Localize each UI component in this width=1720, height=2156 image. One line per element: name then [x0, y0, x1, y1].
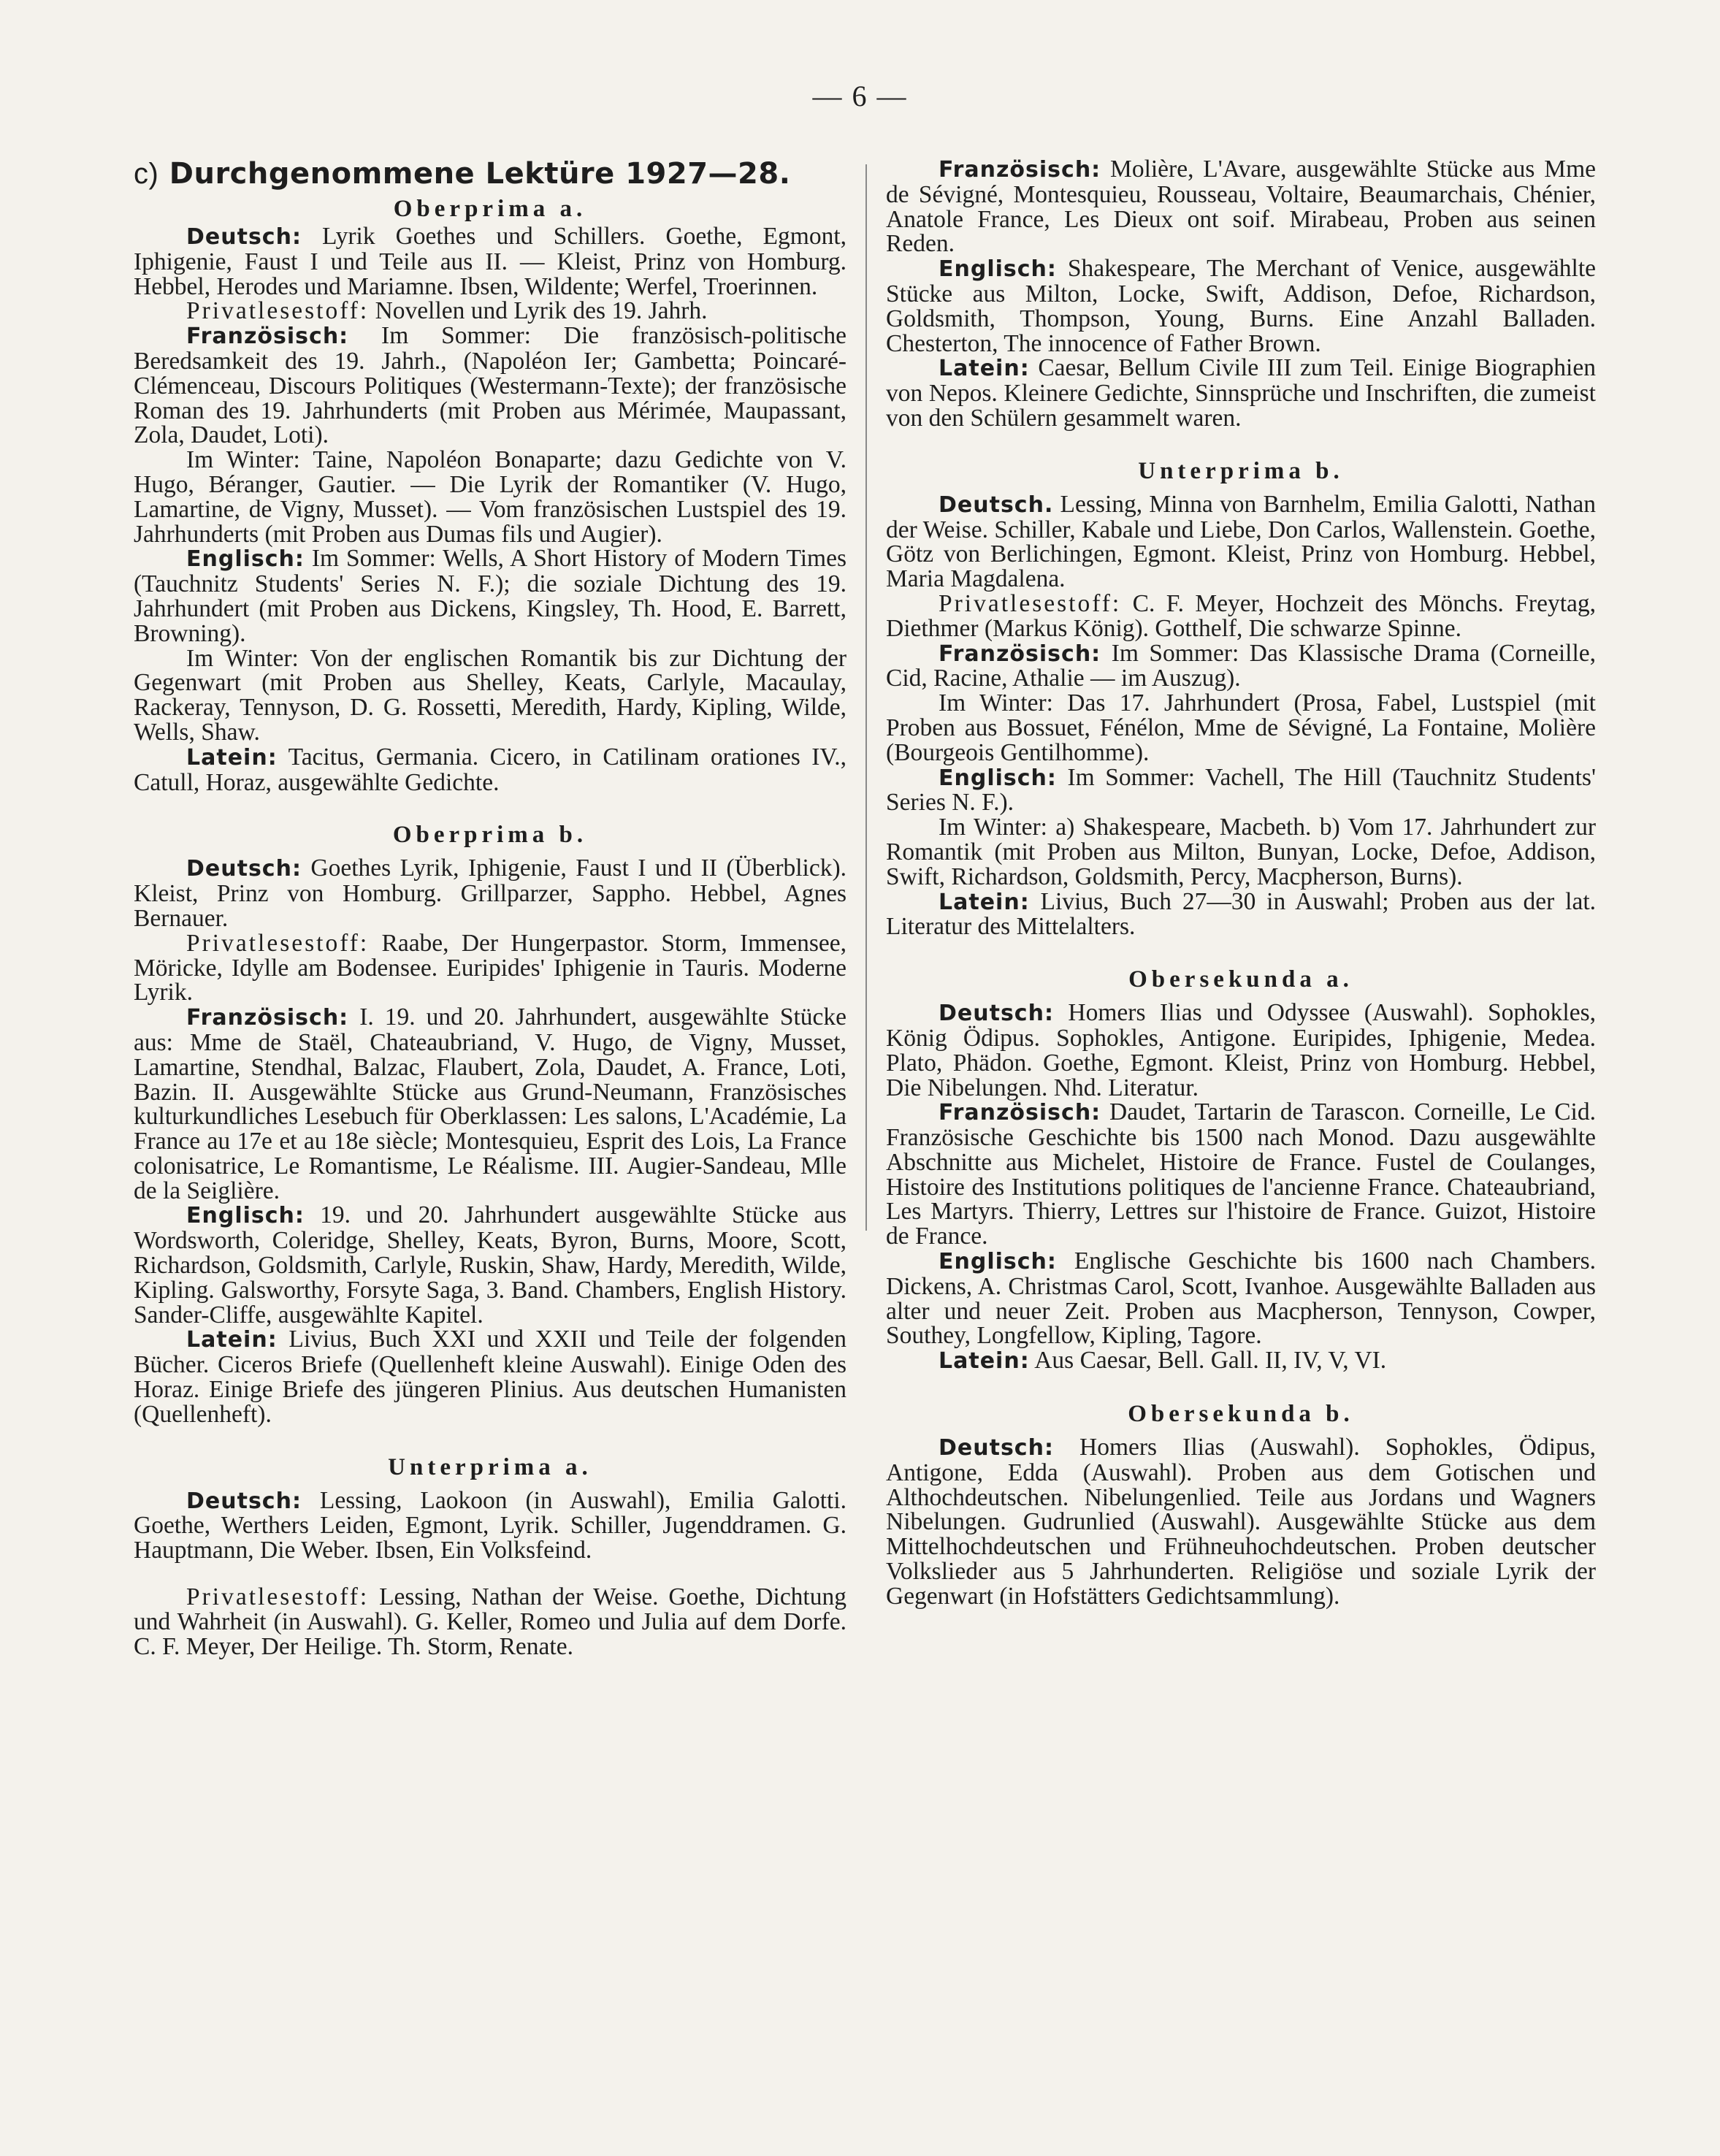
heading-obersekunda-a: Obersekunda a.: [1128, 966, 1353, 993]
op-a-engl-winter: Im Winter: Von der englischen Romantik bis zur Dichtung der Gegenwart (mit Proben aus Shelley, Keats, Carlyle, Macaulay, Rackeray, Tennyson, D. G. Rossetti, Meredith, Hardy, Kipling, Wilde, Wells, Shaw.: [134, 644, 846, 746]
subject-label: Englisch:: [186, 546, 305, 573]
heading-obersekunda-b: Obersekunda b.: [1128, 1401, 1354, 1428]
subject-label: Französisch:: [939, 157, 1101, 183]
left-column: [134, 157, 846, 1659]
subject-text: Daudet, Tartarin de Tarascon. Corneille, Le Cid. Französische Geschichte bis 1500 nach Monod. Dazu ausgewählte Abschnitte aus Michelet, Histoire de France. Fustel de Coulanges, Histoire des Institutions politiques de l'ancienne France. Chateaubriand, Les Martyrs. Thierry, Lettres sur l'histoire de France. Guizot, Histoire de France.: [886, 1098, 1596, 1250]
privat-text: C. F. Meyer, Hochzeit des Mönchs. Freytag, Diethmer (Markus König). Gotthelf, Die schwarze Spinne.: [886, 589, 1596, 642]
subject-text: Aus Caesar, Bell. Gall. II, IV, V, VI.: [1029, 1347, 1387, 1375]
section-prefix: c): [134, 158, 159, 190]
subject-label: Französisch:: [939, 1100, 1101, 1126]
up-b-privat: [886, 589, 1596, 642]
section-title-text: Durchgenommene Lektüre 1927—28.: [169, 157, 791, 191]
subject-text: Molière, L'Avare, ausgewählte Stücke aus Mme de Sévigné, Montesquieu, Rousseau, Voltaire, Beaumarchais, Chénier, Anatole France, Les Dieux ont soif. Mirabeau, Proben aus seinen Reden.: [886, 156, 1596, 258]
os-b-deutsch: [886, 1435, 1596, 1609]
subject-label: Englisch:: [939, 256, 1057, 283]
op-a-engl: [134, 546, 846, 646]
privat-text: Novellen und Lyrik des 19. Jahrh.: [369, 297, 708, 325]
page-number: — 6 —: [812, 80, 908, 112]
subject-text: Im Sommer: Wells, A Short History of Modern Times (Tauchnitz Students' Series N. F.); die soziale Dichtung des 19. Jahrhundert (mit Proben aus Dickens, Kingsley, Th. Hood, E. Barrett, Browning).: [134, 545, 846, 647]
subject-label: Deutsch.: [939, 492, 1054, 518]
subject-text: Livius, Buch 27—30 in Auswahl; Proben aus der lat. Literatur des Mittelalters.: [886, 887, 1596, 941]
privat-label: Privatlesestoff:: [186, 929, 370, 957]
op-a-latein: [134, 745, 846, 795]
up-a-privat: [134, 1585, 846, 1659]
up-b-deutsch: [886, 492, 1596, 592]
subject-text: Lyrik Goethes und Schillers. Goethe, Egmont, Iphigenie, Faust I und Teile aus II. — Kleist, Prinz von Homburg. Hebbel, Herodes und Mariamne. Ibsen, Wildente; Werfel, Troerinnen.: [134, 223, 846, 300]
op-b-engl: [134, 1203, 846, 1327]
subject-label: Englisch:: [186, 1203, 305, 1229]
subject-text: Livius, Buch XXI und XXII und Teile der folgenden Bücher. Ciceros Briefe (Quellenheft kleine Auswahl). Einige Oden des Horaz. Einige Briefe des jüngeren Plinius. Aus deutschen Humanisten (Quellenheft).: [134, 1326, 846, 1428]
op-a-franz: [134, 324, 846, 448]
subject-text: Goethes Lyrik, Iphigenie, Faust I und II (Überblick). Kleist, Prinz von Homburg. Grillparzer, Sappho. Hebbel, Agnes Bernauer.: [134, 855, 846, 932]
op-a-privat: [134, 299, 846, 324]
subject-text: Shakespeare, The Merchant of Venice, ausgewählte Stücke aus Milton, Locke, Swift, Addison, Defoe, Richardson, Goldsmith, Thompson, Young, Burns. Eine Anzahl Balladen. Chesterton, The innocence of Father Brown.: [886, 255, 1596, 357]
subject-label: Französisch:: [186, 1005, 349, 1031]
subject-label: Englisch:: [939, 765, 1057, 791]
heading-unterprima-b: Unterprima b.: [1138, 457, 1344, 484]
subject-label: Englisch:: [939, 1249, 1057, 1275]
up-b-engl: [886, 765, 1596, 816]
heading-oberprima-b: Oberprima b.: [392, 822, 588, 849]
privat-label: Privatlesestoff:: [186, 1583, 370, 1611]
subject-label: Deutsch:: [939, 1001, 1054, 1027]
up-b-franz-winter: Im Winter: Das 17. Jahrhundert (Prosa, Fabel, Lustspiel (mit Proben aus Bossuet, Fénélon, Mme de Sévigné, La Fontaine, Molière (Bourgeois Gentilhomme).: [886, 689, 1596, 766]
subject-text: Im Sommer: Vachell, The Hill (Tauchnitz Students' Series N. F.).: [886, 763, 1596, 817]
column-divider: [865, 164, 867, 1231]
up-b-franz: [886, 641, 1596, 692]
privat-text: Lessing, Nathan der Weise. Goethe, Dichtung und Wahrheit (in Auswahl). G. Keller, Romeo und Julia auf dem Dorfe. C. F. Meyer, Der Heilige. Th. Storm, Renate.: [134, 1583, 846, 1660]
op-a-cont-engl: [886, 256, 1596, 356]
op-b-privat: [134, 931, 846, 1005]
os-a-deutsch: [886, 1001, 1596, 1100]
op-a-cont-latein: [886, 356, 1596, 430]
os-a-franz: [886, 1100, 1596, 1249]
subject-label: Latein:: [186, 744, 278, 771]
subject-label: Französisch:: [939, 641, 1101, 667]
right-column: [886, 157, 1596, 1609]
op-a-deutsch: [134, 224, 846, 299]
subject-label: Latein:: [939, 356, 1030, 382]
subject-text: Homers Ilias und Odyssee (Auswahl). Sophokles, König Ödipus. Sophokles, Antigone. Euripides, Iphigenie, Medea. Plato, Phädon. Goethe, Egmont. Kleist, Prinz von Homburg. Hebbel, Die Nibelungen. Nhd. Literatur.: [886, 999, 1596, 1101]
section-title: [134, 157, 846, 191]
heading-oberprima-a: Oberprima a.: [393, 196, 587, 222]
subject-text: 19. und 20. Jahrhundert ausgewählte Stücke aus Wordsworth, Coleridge, Shelley, Keats, Byron, Burns, Moore, Scott, Richardson, Goldsmith, Carlyle, Ruskin, Shaw, Hardy, Meredith, Wilde, Kipling. Galsworthy, Forsyte Saga, 3. Band. Chambers, English History. Sander-Cliffe, ausgewählte Kapitel.: [134, 1201, 846, 1329]
op-b-latein: [134, 1327, 846, 1426]
os-a-engl: [886, 1249, 1596, 1348]
subject-text: Caesar, Bellum Civile III zum Teil. Einige Biographien von Nepos. Kleinere Gedichte, Sinnsprüche und Inschriften, die zumeist von den Schülern gesammelt waren.: [886, 354, 1596, 432]
subject-label: Latein:: [939, 889, 1030, 915]
op-a-cont-franz: [886, 157, 1596, 256]
subject-text: Im Sommer: Das Klassische Drama (Corneille, Cid, Racine, Athalie — im Auszug).: [886, 639, 1596, 692]
subject-label: Deutsch:: [186, 224, 302, 250]
subject-text: Lessing, Minna von Barnhelm, Emilia Galotti, Nathan der Weise. Schiller, Kabale und Liebe, Don Carlos, Wallenstein. Goethe, Götz von Berlichingen, Egmont. Kleist, Prinz von Homburg. Hebbel, Maria Magdalena.: [886, 490, 1596, 593]
subject-text: Tacitus, Germania. Cicero, in Catilinam orationes IV., Catull, Horaz, ausgewählte Gedichte.: [134, 743, 846, 796]
subject-label: Latein:: [186, 1327, 278, 1353]
privat-text: Raabe, Der Hungerpastor. Storm, Immensee, Möricke, Idylle am Bodensee. Euripides' Iphigenie in Tauris. Moderne Lyrik.: [134, 929, 846, 1006]
op-b-franz: [134, 1005, 846, 1203]
privat-label: Privatlesestoff:: [186, 297, 370, 325]
os-a-latein: [886, 1348, 1596, 1374]
subject-text: Englische Geschichte bis 1600 nach Chambers. Dickens, A. Christmas Carol, Scott, Ivanhoe. Ausgewählte Balladen aus alter und neuer Zeit. Proben aus Macpherson, Tennyson, Cowper, Southey, Longfellow, Kipling, Tagore.: [886, 1247, 1596, 1350]
subject-label: Latein:: [939, 1348, 1030, 1375]
op-a-franz-winter: Im Winter: Taine, Napoléon Bonaparte; dazu Gedichte von V. Hugo, Béranger, Gautier. — Die Lyrik der Romantiker (V. Hugo, Lamartine, de Vigny, Musset). — Vom französischen Lustspiel des 19. Jahrhunderts (mit Proben aus Dumas fils und Augier).: [134, 446, 846, 548]
up-b-engl-winter: Im Winter: a) Shakespeare, Macbeth. b) Vom 17. Jahrhundert zur Romantik (mit Proben aus Milton, Bunyan, Locke, Defoe, Addison, Swift, Richardson, Goldsmith, Percy, Macpherson, Burns).: [886, 814, 1596, 890]
heading-unterprima-a: Unterprima a.: [388, 1453, 592, 1480]
subject-label: Deutsch:: [186, 1488, 302, 1514]
op-b-deutsch: [134, 856, 846, 930]
subject-text: I. 19. und 20. Jahrhundert, ausgewählte Stücke aus: Mme de Staël, Chateaubriand, V. Hugo, de Vigny, Musset, Lamartine, Stendhal, Balzac, Flaubert, Zola, Daudet, A. France, Loti, Bazin. II. Ausgewählte Stücke aus Grund-Neumann, Französisches kulturkundliches Lesebuch für Oberklassen: Les salons, L'Académie, La France au 17e et au 18e siècle; Montesquieu, Esprit des Lois, La France colonisatrice, Le Romantisme, Le Réalisme. III. Augier-Sandeau, Mlle de la Seiglière.: [134, 1004, 846, 1204]
subject-text: Im Sommer: Die französisch-politische Beredsamkeit des 19. Jahrh., (Napoléon Ier; Gambetta; Poincaré-Clémenceau, Discours Politiques (Westermann-Texte); der französische Roman des 19. Jahrhunderts (mit Proben aus Mérimée, Maupassant, Zola, Daudet, Loti).: [134, 322, 846, 449]
subject-label: Deutsch:: [939, 1435, 1054, 1461]
up-a-deutsch: [134, 1488, 846, 1563]
subject-text: Lessing, Laokoon (in Auswahl), Emilia Galotti. Goethe, Werthers Leiden, Egmont, Lyrik. Schiller, Jugenddramen. G. Hauptmann, Die Weber. Ibsen, Ein Volksfeind.: [134, 1486, 846, 1564]
subject-label: Französisch:: [186, 324, 349, 350]
up-b-latein: [886, 887, 1596, 941]
subject-label: Deutsch:: [186, 856, 302, 882]
privat-label: Privatlesestoff:: [939, 589, 1122, 617]
subject-text: Homers Ilias (Auswahl). Sophokles, Ödipus, Antigone, Edda (Auswahl). Proben aus dem Gotischen und Althochdeutschen. Nibelungenlied. Teile aus Jordans und Wagners Nibelungen. Gudrunlied (Auswahl). Ausgewählte Stücke aus dem Mittelhochdeutschen und Frühneuhochdeutschen. Proben deutscher Volkslieder aus 5 Jahrhunderten. Religiöse und soziale Lyrik der Gegenwart (in Hofstätters Gedichtsammlung).: [886, 1434, 1596, 1610]
